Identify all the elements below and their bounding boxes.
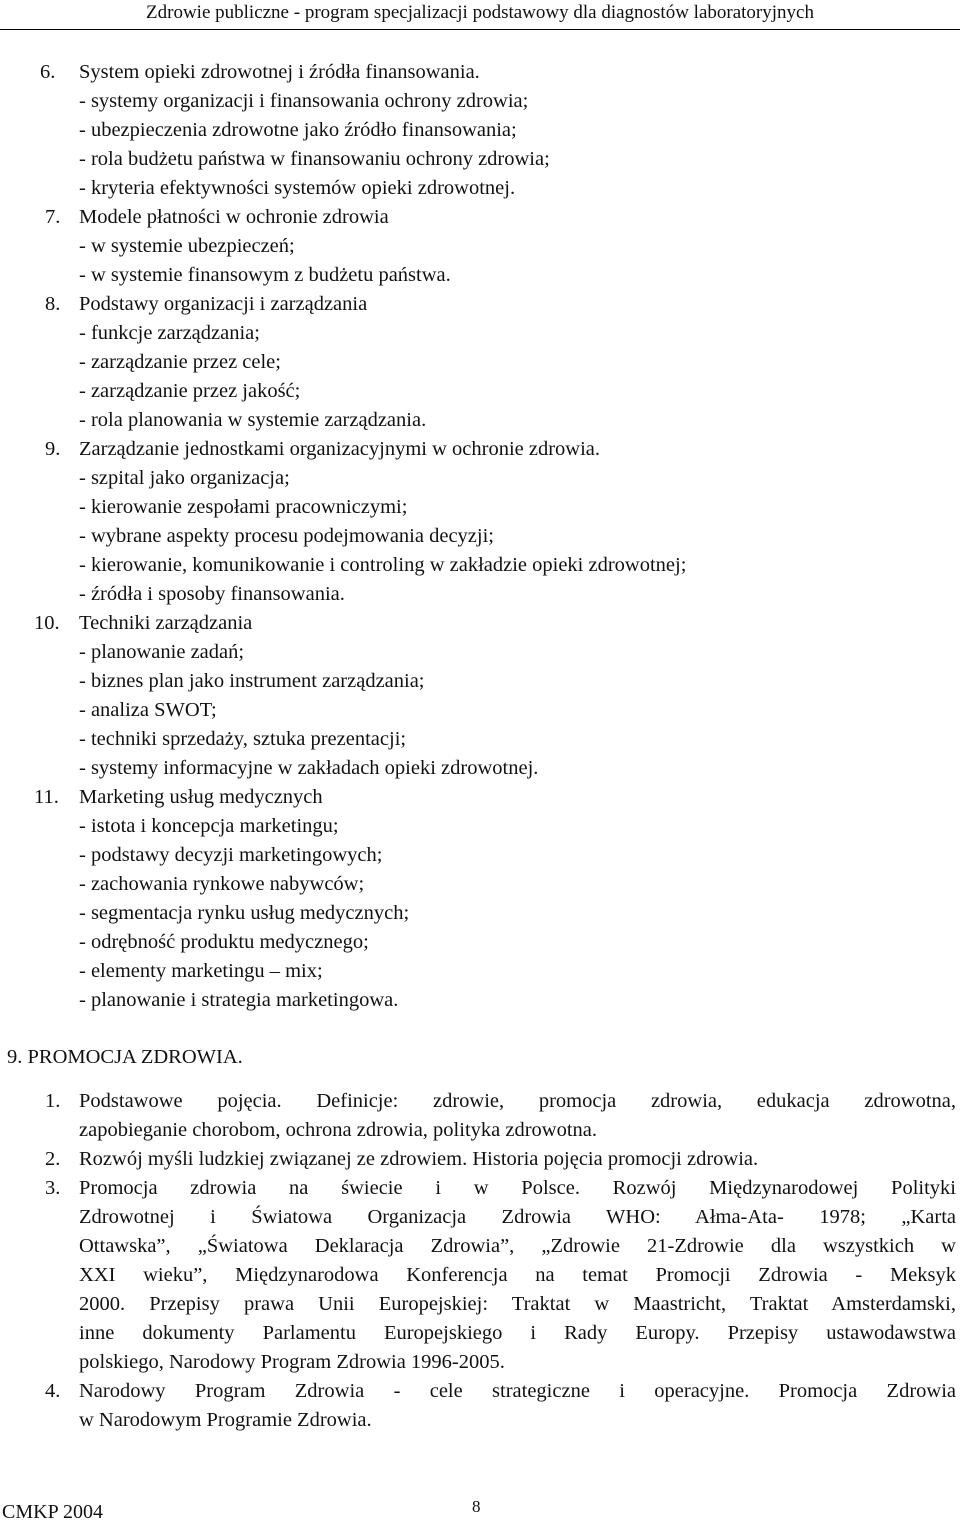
list-item: - rola planowania w systemie zarządzania.	[79, 409, 427, 431]
list-item: - wybrane aspekty procesu podejmowania decyzji;	[79, 525, 494, 547]
list-item: - systemy informacyjne w zakładach opieki zdrowotnej.	[79, 757, 539, 779]
list-item: - planowanie i strategia marketingowa.	[79, 989, 399, 1011]
list-item: - kierowanie, komunikowanie i controling w zakładzie opieki zdrowotnej;	[79, 554, 687, 576]
list-item: - szpital jako organizacja;	[79, 467, 290, 489]
section-title: Zarządzanie jednostkami organizacyjnymi w ochronie zdrowia.	[79, 438, 601, 460]
list-item: - kryteria efektywności systemów opieki zdrowotnej.	[79, 177, 516, 199]
list-item: - techniki sprzedaży, sztuka prezentacji;	[79, 728, 407, 750]
section-7-heading	[45, 203, 389, 231]
list-item: - segmentacja rynku usług medycznych;	[79, 902, 410, 924]
section-8-heading	[45, 290, 368, 318]
section-10-heading	[34, 609, 253, 637]
section-number: 8.	[45, 293, 61, 315]
list-item: - funkcje zarządzania;	[79, 322, 260, 344]
topic-line: 2000. Przepisy prawa Unii Europejskiej: Traktat w Maastricht, Traktat Amsterdamski,	[79, 1293, 956, 1315]
topic-line: polskiego, Narodowy Program Zdrowia 1996-2005.	[79, 1351, 505, 1373]
topic-line: Podstawowe pojęcia. Definicje: zdrowie, promocja zdrowia, edukacja zdrowotna,	[79, 1090, 956, 1112]
page-number: 8	[472, 1497, 481, 1516]
list-item: - systemy organizacji i finansowania ochrony zdrowia;	[79, 90, 529, 112]
list-item: - podstawy decyzji marketingowych;	[79, 844, 383, 866]
section-number: 6.	[40, 61, 56, 83]
topic-line: Promocja zdrowia na świecie i w Polsce. Rozwój Międzynarodowej Polityki	[79, 1177, 956, 1199]
topic-line: Zdrowotnej i Światowa Organizacja Zdrowia WHO: Ałma-Ata- 1978; „Karta	[79, 1206, 956, 1228]
section-number: 11.	[34, 786, 59, 808]
list-item: - ubezpieczenia zdrowotne jako źródło finansowania;	[79, 119, 517, 141]
topic-number: 2.	[45, 1148, 61, 1170]
topic-line: Rozwój myśli ludzkiej związanej ze zdrowiem. Historia pojęcia promocji zdrowia.	[79, 1148, 759, 1170]
section-6-heading	[40, 58, 480, 86]
section-title: Podstawy organizacji i zarządzania	[79, 293, 368, 315]
list-item: - w systemie finansowym z budżetu państwa.	[79, 264, 451, 286]
running-header	[0, 0, 960, 30]
section-title: Marketing usług medycznych	[79, 786, 323, 808]
list-item: - kierowanie zespołami pracowniczymi;	[79, 496, 408, 518]
list-item: - elementy marketingu – mix;	[79, 960, 323, 982]
topic-number: 3.	[45, 1177, 61, 1199]
section-number: 9.	[45, 438, 61, 460]
list-item: - analiza SWOT;	[79, 699, 217, 721]
section-title: Modele płatności w ochronie zdrowia	[79, 206, 389, 228]
module-heading: 9. PROMOCJA ZDROWIA.	[7, 1046, 243, 1068]
list-item: - w systemie ubezpieczeń;	[79, 235, 295, 257]
list-item: - istota i koncepcja marketingu;	[79, 815, 339, 837]
section-11-heading	[34, 783, 323, 811]
topic-number: 4.	[45, 1380, 61, 1402]
section-title: Techniki zarządzania	[79, 612, 253, 634]
topic-line: Narodowy Program Zdrowia - cele strategiczne i operacyjne. Promocja Zdrowia	[79, 1380, 956, 1402]
section-number: 7.	[45, 206, 61, 228]
list-item: - odrębność produktu medycznego;	[79, 931, 369, 953]
topic-line: XXI wieku”, Międzynarodowa Konferencja na temat Promocji Zdrowia - Meksyk	[79, 1264, 956, 1286]
topic-number: 1.	[45, 1090, 61, 1112]
list-item: - rola budżetu państwa w finansowaniu ochrony zdrowia;	[79, 148, 550, 170]
list-item: - zarządzanie przez cele;	[79, 351, 281, 373]
topic-line: Ottawska”, „Światowa Deklaracja Zdrowia”, „Zdrowie 21-Zdrowie dla wszystkich w	[79, 1235, 956, 1257]
list-item: - zarządzanie przez jakość;	[79, 380, 301, 402]
topic-line: zapobieganie chorobom, ochrona zdrowia, polityka zdrowotna.	[79, 1119, 598, 1141]
topic-line: w Narodowym Programie Zdrowia.	[79, 1409, 372, 1431]
section-title: System opieki zdrowotnej i źródła finansowania.	[79, 61, 480, 83]
list-item: - biznes plan jako instrument zarządzania;	[79, 670, 425, 692]
topic-line: inne dokumenty Parlamentu Europejskiego i Rady Europy. Przepisy ustawodawstwa	[79, 1322, 956, 1344]
list-item: - planowanie zadań;	[79, 641, 245, 663]
section-number: 10.	[34, 612, 60, 634]
list-item: - zachowania rynkowe nabywców;	[79, 873, 365, 895]
list-item: - źródła i sposoby finansowania.	[79, 583, 345, 605]
footer-label: CMKP 2004	[2, 1501, 103, 1523]
running-header-title: Zdrowie publiczne - program specjalizacji podstawowy dla diagnostów laboratoryjnych	[146, 2, 814, 23]
section-9-heading	[45, 435, 601, 463]
